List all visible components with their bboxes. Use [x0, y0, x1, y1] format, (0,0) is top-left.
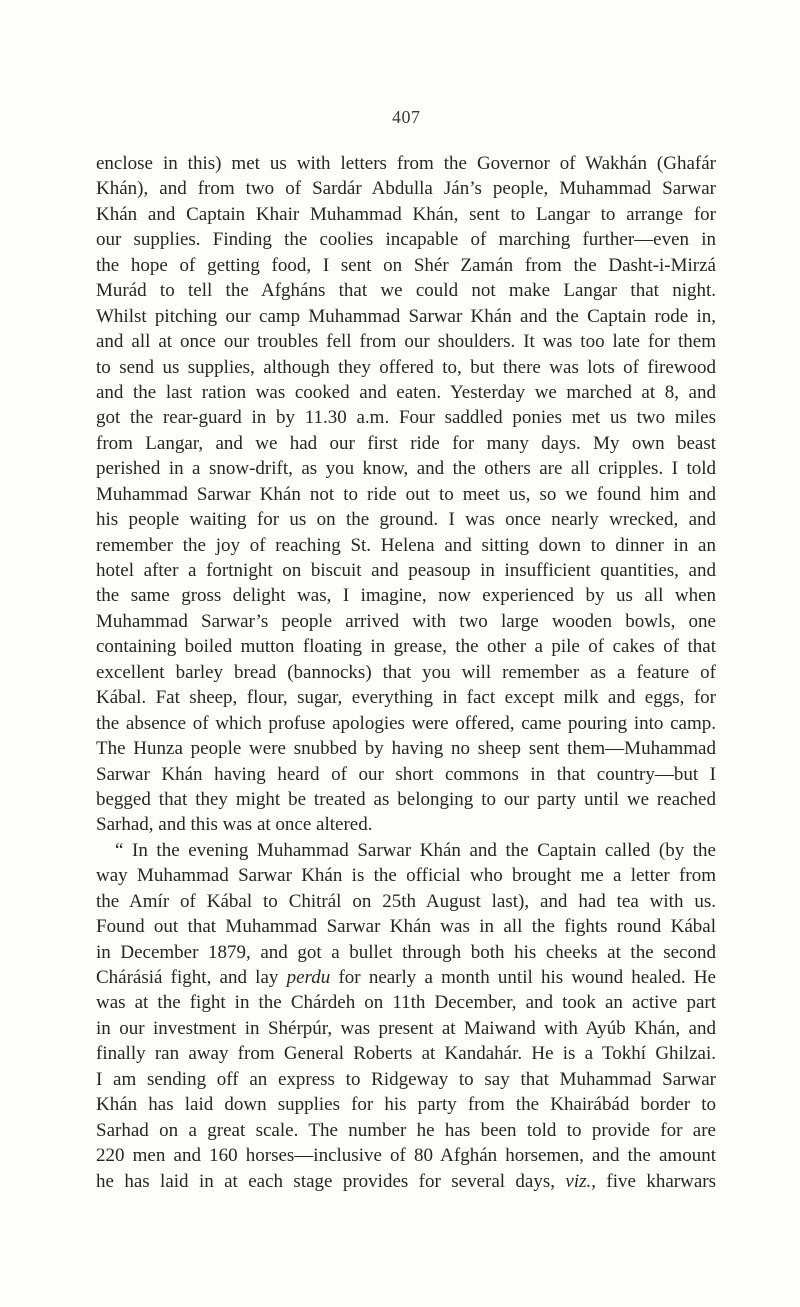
text-line: The Hunza people were snubbed by having no sheep sent them—Muhammad — [96, 738, 716, 760]
text-line: was at the fight in the Chárdeh on 11th December, and took an active part — [96, 992, 716, 1014]
text-line: Chárásiá fight, and lay perdu for nearly a month until his wound healed. He — [96, 967, 716, 988]
text-line: 220 men and 160 horses—inclusive of 80 Afghán horsemen, and the amount — [96, 1145, 716, 1167]
text-line: Kábal. Fat sheep, flour, sugar, everything in fact except milk and eggs, for — [96, 687, 716, 709]
text-line: perished in a snow-drift, as you know, and the others are all cripples. I told — [96, 458, 716, 480]
text-line: in December 1879, and got a bullet through both his cheeks at the second — [96, 941, 716, 963]
text-line: Khán and Captain Khair Muhammad Khán, sent to Langar to arrange for — [96, 203, 716, 225]
text-line: enclose in this) met us with letters from the Governor of Wakhán (Ghafár — [96, 153, 716, 174]
text-line: the Amír of Kábal to Chitrál on 25th August last), and had tea with us. — [96, 890, 716, 912]
text-line: Murád to tell the Afgháns that we could not make Langar that night. — [96, 280, 716, 302]
text-line: Sarhad, and this was at once altered. — [96, 814, 373, 836]
text-line: his people waiting for us on the ground. I was once nearly wrecked, and — [96, 509, 716, 531]
text-line: finally ran away from General Roberts at Kandahár. He is a Tokhí Ghilzai. — [96, 1043, 716, 1065]
text-line: the hope of getting food, I sent on Shér Zamán from the Dasht-i-Mirzá — [96, 254, 716, 276]
text-line: and all at once our troubles fell from our shoulders. It was too late for them — [96, 331, 716, 353]
text-line: Sarhad on a great scale. The number he has been told to provide for are — [96, 1119, 716, 1141]
text-line: Sarwar Khán having heard of our short commons in that country—but I — [96, 763, 716, 785]
text-line: our supplies. Finding the coolies incapable of marching further—even in — [96, 229, 716, 251]
text-line: Muhammad Sarwar’s people arrived with two large wooden bowls, one — [96, 610, 716, 632]
text-line: the same gross delight was, I imagine, now experienced by us all when — [96, 585, 716, 607]
italic-phrase: perdu — [286, 967, 331, 988]
text-line: in our investment in Shérpúr, was present at Maiwand with Ayúb Khán, and — [96, 1017, 716, 1039]
page-number: 407 — [392, 107, 421, 127]
text-line: Muhammad Sarwar Khán not to ride out to meet us, so we found him and — [96, 483, 716, 505]
text-line: and the last ration was cooked and eaten. Yesterday we marched at 8, and — [96, 381, 716, 403]
text-line: excellent barley bread (bannocks) that you will remember as a feature of — [96, 661, 716, 683]
italic-phrase: viz. — [565, 1170, 592, 1192]
text-line: remember the joy of reaching St. Helena and sitting down to dinner in an — [96, 534, 716, 556]
text-line: got the rear-guard in by 11.30 a.m. Four saddled ponies met us two miles — [96, 407, 716, 429]
text-line: way Muhammad Sarwar Khán is the official who brought me a letter from — [96, 865, 716, 887]
text-line: “ In the evening Muhammad Sarwar Khán and the Captain called (by the — [115, 839, 716, 861]
text-line: Khán), and from two of Sardár Abdulla Ján’s people, Muhammad Sarwar — [96, 178, 716, 200]
text-line: hotel after a fortnight on biscuit and peasoup in insufficient quantities, and — [96, 560, 716, 581]
body-text — [96, 151, 716, 1194]
text-line: containing boiled mutton floating in grease, the other a pile of cakes of that — [96, 636, 716, 658]
text-line: he has laid in at each stage provides for several days, viz., five kharwars — [96, 1170, 716, 1192]
text-line: the absence of which profuse apologies were offered, came pouring into camp. — [96, 712, 716, 734]
text-line: begged that they might be treated as belonging to our party until we reached — [96, 788, 716, 810]
text-line: Found out that Muhammad Sarwar Khán was in all the fights round Kábal — [96, 916, 716, 938]
text-line: I am sending off an express to Ridgeway to say that Muhammad Sarwar — [96, 1068, 716, 1090]
text-line: from Langar, and we had our first ride for many days. My own beast — [96, 432, 716, 454]
text-line: Whilst pitching our camp Muhammad Sarwar Khán and the Captain rode in, — [96, 305, 716, 327]
text-line: to send us supplies, although they offered to, but there was lots of firewood — [96, 356, 716, 378]
text-line: Khán has laid down supplies for his party from the Khairábád border to — [96, 1094, 716, 1116]
